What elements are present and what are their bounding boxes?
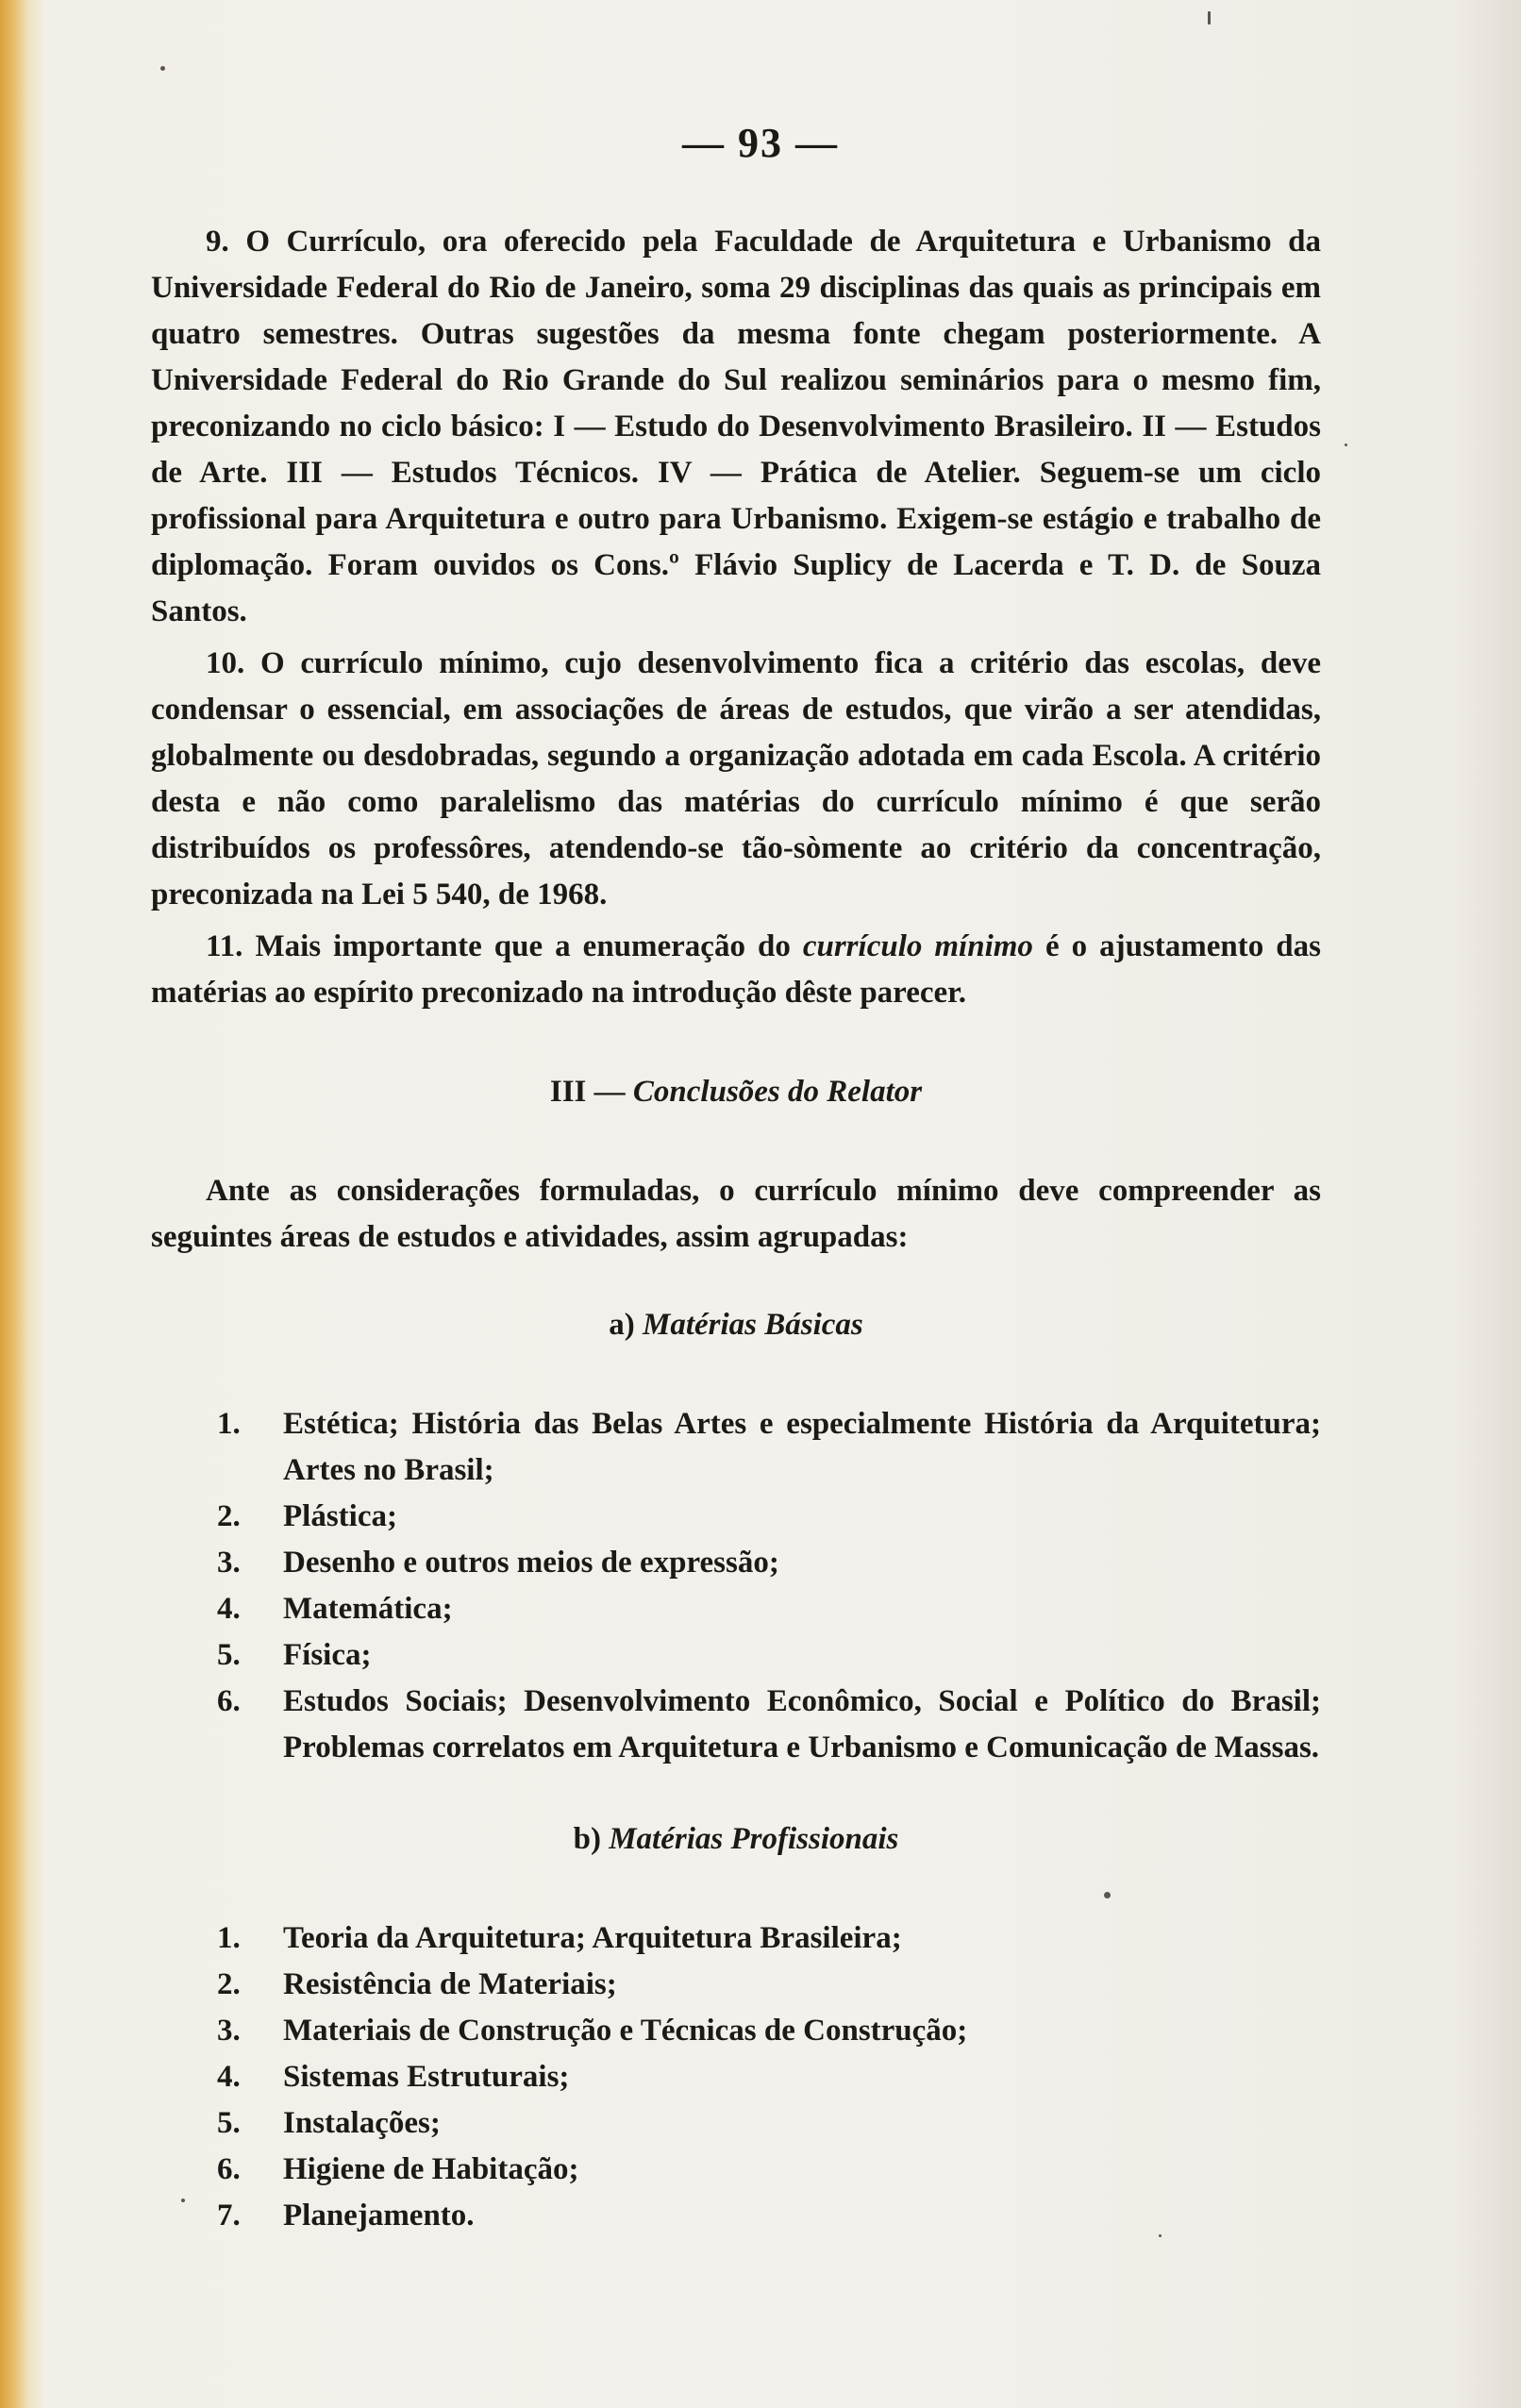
group-a-letter: a) — [609, 1308, 643, 1342]
list-item-number: 4. — [217, 1592, 241, 1626]
list-item-number: 5. — [217, 1638, 241, 1672]
list-item-text: Sistemas Estruturais; — [283, 2060, 570, 2094]
list-item-text: Teoria da Arquitetura; Arquitetura Brasileira; — [283, 1921, 902, 1955]
list-item-text: Materiais de Construção e Técnicas de Construção; — [283, 2014, 968, 2048]
list-item-text: Plástica; — [283, 1499, 397, 1533]
scan-speck — [1159, 2234, 1162, 2237]
list-item-text: Instalações; — [283, 2106, 441, 2140]
section-numeral: III — — [549, 1075, 633, 1109]
list-item — [151, 2054, 1321, 2100]
list-item-text: Matemática; — [283, 1592, 453, 1626]
list-item-text: Estudos Sociais; Desenvolvimento Econômico, Social e Político do Brasil; Problemas correlatos em Arquitetura e Urbanismo e Comunicação de Massas. — [283, 1684, 1321, 1764]
group-b-list — [151, 1915, 1321, 2239]
list-item — [151, 1915, 1321, 1962]
group-b-heading — [151, 1816, 1321, 1863]
list-item-text: Higiene de Habitação; — [283, 2152, 579, 2186]
list-item — [151, 1494, 1321, 1540]
list-item-text: Desenho e outros meios de expressão; — [283, 1546, 779, 1580]
list-item-text: Estética; História das Belas Artes e especialmente História da Arquitetura; Artes no Brasil; — [283, 1407, 1321, 1487]
list-item-number: 6. — [217, 2152, 241, 2186]
list-item — [151, 1962, 1321, 2008]
paragraph-11 — [151, 924, 1321, 1016]
paragraph-11-emphasis: currículo mínimo — [802, 929, 1033, 963]
group-a-heading — [151, 1302, 1321, 1348]
intro-paragraph: Ante as considerações formuladas, o currículo mínimo deve compreender as seguintes áreas de estudos e atividades, assim agrupadas: — [151, 1174, 1321, 1254]
list-item-text: Planejamento. — [283, 2199, 475, 2232]
list-item — [151, 2193, 1321, 2239]
list-item — [151, 1540, 1321, 1586]
paragraph-9: 9. O Currículo, ora oferecido pela Faculdade de Arquitetura e Urbanismo da Universidade Federal do Rio de Janeiro, soma 29 disciplinas das quais as principais em quatro semestres. Outras sugestões da mesma fonte chegam posteriormente. A Universidade Federal do Rio Grande do Sul realizou seminários para o mesmo fim, preconizando no ciclo básico: I — Estudo do Desenvolvimento Brasileiro. II — Estudos de Arte. III — Estudos Técnicos. IV — Prática de Atelier. Seguem-se um ciclo profissional para Arquitetura e outro para Urbanismo. Exigem-se estágio e trabalho de diplomação. Foram ouvidos os Cons.º Flávio Suplicy de Lacerda e T. D. de Souza Santos. — [151, 225, 1321, 628]
list-item — [151, 1679, 1321, 1771]
list-item-number: 2. — [217, 1967, 241, 2001]
scan-speck — [1104, 1892, 1111, 1898]
scan-speck — [1345, 443, 1347, 446]
list-item — [151, 1401, 1321, 1494]
page-body — [151, 219, 1321, 2284]
scan-speck — [160, 66, 165, 71]
list-item-number: 3. — [217, 1546, 241, 1580]
list-item — [151, 1586, 1321, 1632]
list-item — [151, 2008, 1321, 2054]
list-item-number: 5. — [217, 2106, 241, 2140]
list-item — [151, 1632, 1321, 1679]
group-a-list — [151, 1401, 1321, 1771]
page-number: — 93 — — [682, 120, 839, 166]
list-item-number: 3. — [217, 2014, 241, 2048]
paragraph-11-end: é o ajustamento das matérias ao espírito preconizado na introdução dêste parecer. — [151, 929, 1321, 1010]
list-item — [151, 2147, 1321, 2193]
list-item-number: 1. — [217, 1921, 241, 1955]
group-b-title: Matérias Profissionais — [609, 1822, 899, 1856]
list-item-number: 2. — [217, 1499, 241, 1533]
paragraph-10: 10. O currículo mínimo, cujo desenvolvimento fica a critério das escolas, deve condensar o essencial, em associações de áreas de estudos, que virão a ser atendidas, globalmente ou desdobradas, segundo a organização adotada em cada Escola. A critério desta e não como paralelismo das matérias do currículo mínimo é que serão distribuídos os professôres, atendendo-se tão-sòmente ao critério da concentração, preconizada na Lei 5 540, de 1968. — [151, 646, 1321, 911]
list-item-number: 4. — [217, 2060, 241, 2094]
list-item-number: 6. — [217, 1684, 241, 1718]
list-item-number: 1. — [217, 1407, 241, 1441]
list-item-text: Resistência de Materiais; — [283, 1967, 617, 2001]
group-b-letter: b) — [573, 1822, 610, 1856]
list-item-text: Física; — [283, 1638, 372, 1672]
group-a-title: Matérias Básicas — [642, 1308, 863, 1342]
scan-speck — [1208, 11, 1211, 25]
paragraph-11-start: 11. Mais importante que a enumeração do — [206, 929, 803, 963]
list-item — [151, 2100, 1321, 2147]
section-heading — [151, 1069, 1321, 1115]
scan-speck — [181, 2199, 185, 2202]
section-title: Conclusões do Relator — [632, 1075, 923, 1109]
list-item-number: 7. — [217, 2199, 241, 2232]
